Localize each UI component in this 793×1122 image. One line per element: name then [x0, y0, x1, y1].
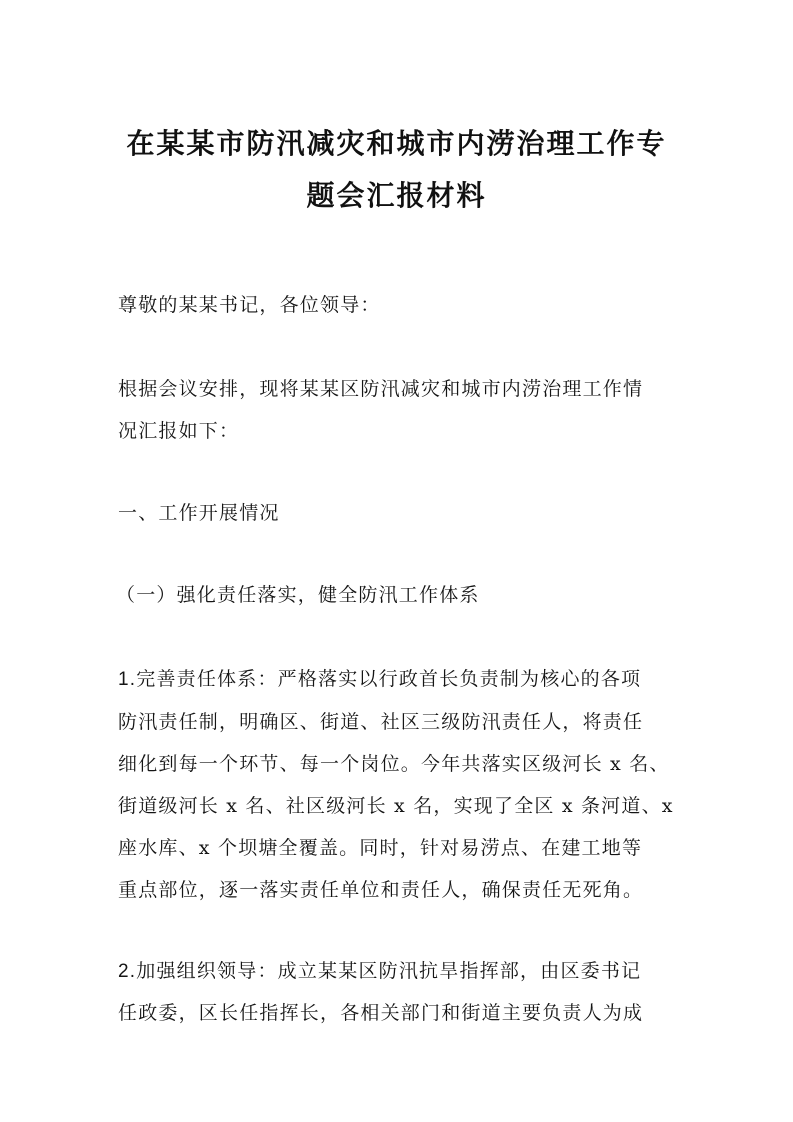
item-1-number: 1. — [118, 669, 137, 690]
greeting: 尊敬的某某书记，各位领导： — [118, 294, 381, 316]
item-2-line-2: 任政委，区长任指挥长，各相关部门和街道主要负责人为成 — [118, 1002, 644, 1024]
intro-line-2: 况汇报如下： — [118, 420, 240, 442]
intro-line-1: 根据会议安排，现将某某区防汛减灾和城市内涝治理工作情 — [118, 378, 644, 400]
subsection-heading: （一）强化责任落实，健全防汛工作体系 — [116, 584, 480, 606]
section-heading: 一、工作开展情况 — [118, 502, 280, 524]
item-2-line-1 — [118, 956, 678, 987]
item-1-line-1 — [118, 664, 678, 695]
item-1-line-3: 细化到每一个环节、每一个岗位。今年共落实区级河长 x 名、 — [118, 753, 670, 775]
item-1-line-4: 街道级河长 x 名、社区级河长 x 名，实现了全区 x 条河道、x — [118, 795, 674, 817]
item-2-number: 2. — [118, 961, 137, 982]
document-title-line-2: 题会汇报材料 — [306, 179, 487, 212]
item-1-text-1: 完善责任体系：严格落实以行政首长负责制为核心的各项 — [136, 668, 642, 690]
item-1-line-5: 座水库、x 个坝塘全覆盖。同时，针对易涝点、在建工地等 — [118, 837, 643, 859]
item-1-line-2: 防汛责任制，明确区、街道、社区三级防汛责任人，将责任 — [118, 711, 644, 733]
item-1-line-6: 重点部位，逐一落实责任单位和责任人，确保责任无死角。 — [118, 879, 644, 901]
document-title-line-1: 在某某市防汛减灾和城市内涝治理工作专 — [126, 127, 667, 160]
item-2-text-1: 加强组织领导：成立某某区防汛抗旱指挥部，由区委书记 — [136, 960, 642, 982]
